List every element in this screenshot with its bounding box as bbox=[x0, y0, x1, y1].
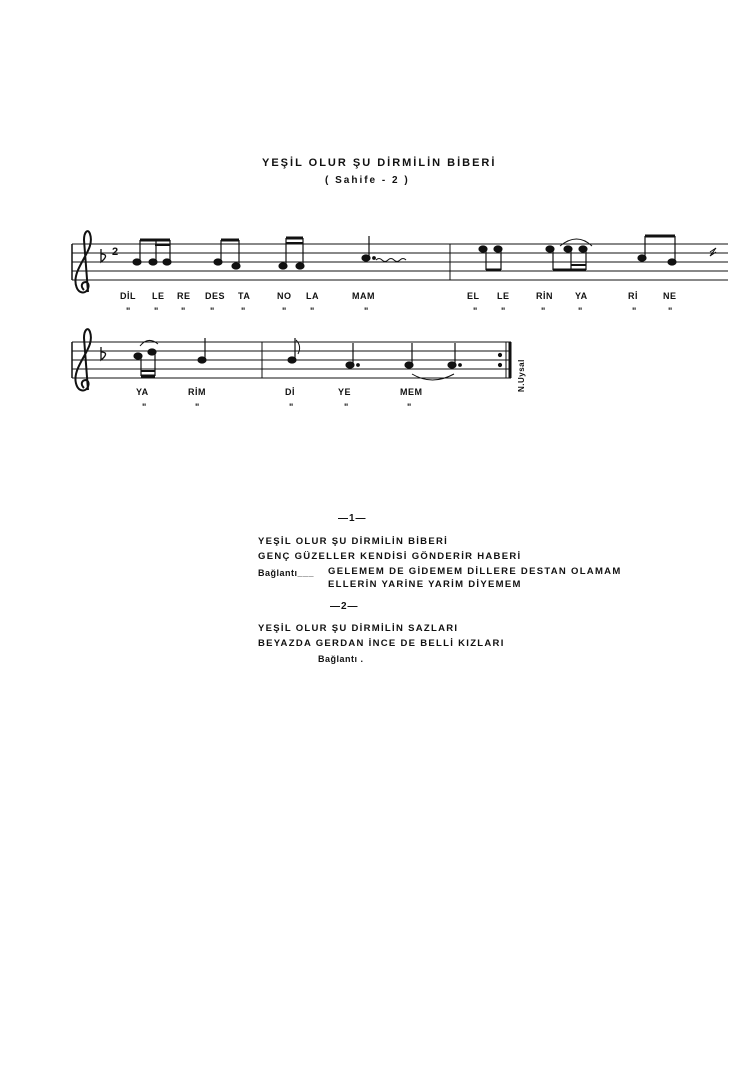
syllable: EL bbox=[467, 291, 480, 301]
ditto-mark: " bbox=[364, 306, 370, 316]
ditto-mark: " bbox=[210, 306, 216, 316]
ditto-mark: " bbox=[195, 402, 201, 412]
syllable: RİM bbox=[188, 387, 206, 397]
syllable: TA bbox=[238, 291, 251, 301]
syllable: YE bbox=[338, 387, 352, 397]
verse-2-number: —2— bbox=[330, 601, 359, 612]
key-signature-1 bbox=[101, 249, 106, 262]
verse-2-line-2: BEYAZDA GERDAN İNCE DE BELLİ KIZLARI bbox=[258, 638, 505, 649]
ditto-mark: " bbox=[310, 306, 316, 316]
syllable: RİN bbox=[536, 291, 553, 301]
ditto-mark: " bbox=[344, 402, 350, 412]
baglanti-label: Bağlantı___ bbox=[258, 568, 315, 578]
verse-1-number: —1— bbox=[338, 513, 367, 524]
notes-staff-2 bbox=[134, 338, 502, 376]
syllable: Dİ bbox=[285, 387, 295, 397]
verse-2-baglanti: Bağlantı . bbox=[318, 654, 364, 664]
ditto-mark: " bbox=[541, 306, 547, 316]
ditto-mark: " bbox=[668, 306, 674, 316]
syllable: RE bbox=[177, 291, 191, 301]
syllable: LE bbox=[152, 291, 165, 301]
syllable: YA bbox=[575, 291, 588, 301]
ditto-mark: " bbox=[578, 306, 584, 316]
key-signature-2 bbox=[101, 347, 106, 360]
verse-2-line-1: YEŞİL OLUR ŞU DİRMİLİN SAZLARI bbox=[258, 623, 459, 634]
verse-1-line-1: YEŞİL OLUR ŞU DİRMİLİN BİBERİ bbox=[258, 536, 449, 547]
ditto-mark: " bbox=[126, 306, 132, 316]
time-signature-1: 2 bbox=[112, 246, 119, 258]
ditto-mark: " bbox=[181, 306, 187, 316]
ditto-mark: " bbox=[282, 306, 288, 316]
baglanti-line-1: GELEMEM DE GİDEMEM DİLLERE DESTAN OLAMAM bbox=[328, 566, 622, 577]
page-subtitle: ( Sahife - 2 ) bbox=[325, 175, 410, 186]
syllable: NE bbox=[663, 291, 677, 301]
ditto-mark: " bbox=[289, 402, 295, 412]
ditto-mark: " bbox=[241, 306, 247, 316]
syllable: Rİ bbox=[628, 291, 638, 301]
song-title: YEŞİL OLUR ŞU DİRMİLİN BİBERİ bbox=[262, 157, 497, 169]
syllable: DES bbox=[205, 291, 226, 301]
baglanti-line-2: ELLERİN YARİNE YARİM DİYEMEM bbox=[328, 579, 522, 590]
ditto-mark: " bbox=[473, 306, 479, 316]
syllable: MAM bbox=[352, 291, 375, 301]
syllable: DİL bbox=[120, 291, 136, 301]
syllable: YA bbox=[136, 387, 149, 397]
ditto-mark: " bbox=[632, 306, 638, 316]
ditto-mark: " bbox=[142, 402, 148, 412]
ditto-mark: " bbox=[501, 306, 507, 316]
ditto-mark: " bbox=[154, 306, 160, 316]
ditto-mark: " bbox=[407, 402, 413, 412]
composer-credit: N.Uysal bbox=[517, 359, 526, 392]
syllable: LE bbox=[497, 291, 510, 301]
verse-1-line-2: GENÇ GÜZELLER KENDİSİ GÖNDERİR HABERİ bbox=[258, 551, 522, 562]
syllable: MEM bbox=[400, 387, 423, 397]
syllable: NO bbox=[277, 291, 292, 301]
syllable: LA bbox=[306, 291, 319, 301]
